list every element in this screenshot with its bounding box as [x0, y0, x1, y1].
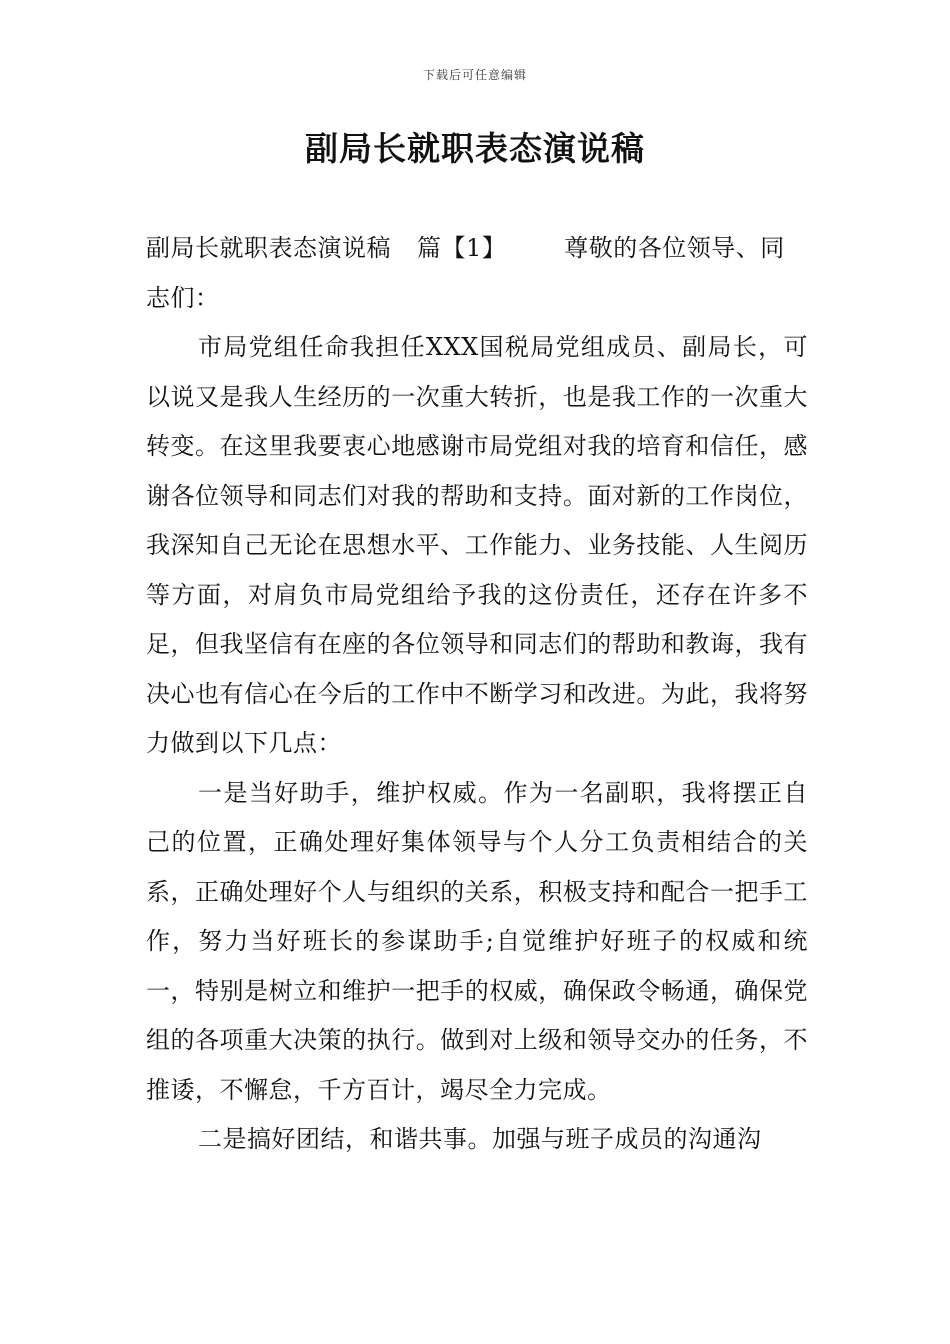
intro-heading: 副局长就职表态演说稿 — [146, 234, 391, 262]
greeting-part2: 志们： — [146, 283, 220, 312]
section-label: 篇【1】 — [417, 234, 507, 262]
paragraph: 一是当好助手，维护权威。作为一名副职，我将摆正自己的位置，正确处理好集体领导与个人分工负责相结合的关系，正确处理好个人与组织的关系，积极支持和配合一把手工作，努力当好班长的参谋助手;自觉维护好班子的权威和统一，特别是树立和维护一把手的权威，确保政令畅通，确保党组的各项重大决策的执行。做到对上级和领导交办的任务，不推诿，不懈怠，千方百计，竭尽全力完成。 — [146, 778, 808, 1104]
document-title: 副局长就职表态演说稿 — [305, 129, 645, 168]
intro-line — [146, 224, 808, 274]
paragraph: 市局党组任命我担任XXX国税局党组成员、副局长，可以说又是我人生经历的一次重大转折，也是我工作的一次重大转变。在这里我要衷心地感谢市局党组对我的培育和信任，感谢各位领导和同志们对我的帮助和支持。面对新的工作岗位，我深知自己无论在思想水平、工作能力、业务技能、人生阅历等方面，对肩负市局党组给予我的这份责任，还存在许多不足，但我坚信有在座的各位领导和同志们的帮助和教诲，我有决心也有信心在今后的工作中不断学习和改进。为此，我将努力做到以下几点： — [146, 333, 808, 757]
header-note: 下载后可任意编辑 — [422, 68, 527, 82]
paragraph: 二是搞好团结，和谐共事。加强与班子成员的沟通沟 — [198, 1125, 762, 1153]
greeting-line — [146, 274, 808, 324]
document-body — [146, 224, 808, 1165]
greeting-part1: 尊敬的各位领导、同 — [564, 234, 785, 262]
